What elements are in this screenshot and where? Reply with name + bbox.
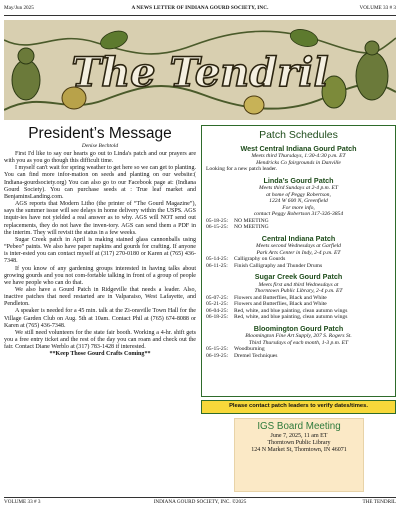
patch-detail: Meets third Thursdays, 1:30-4:30 p.m. ET (251, 153, 346, 160)
gourd-icon (12, 60, 40, 100)
patch-detail: Thorntown Public Library, 2-4 p.m. ET (254, 288, 343, 295)
meeting-date: 06-11-25: (206, 262, 228, 269)
article-byline: Denise Bechtold (81, 143, 119, 149)
meeting-date: 05-15-25: (206, 346, 229, 353)
page-header (4, 5, 396, 14)
patch-detail: Park Arts Center in Indy, 2-4 p.m. ET (256, 249, 341, 256)
presidents-message (4, 125, 196, 359)
patch-detail: Meets first and third Wednesdays at (258, 281, 339, 288)
paragraph: First I'd like to say our hearts go out to Linda's patch and our prayers are with you as you go though this difficult time. (4, 151, 196, 165)
header-rule (4, 15, 396, 16)
patch-detail: at home of Peggy Robertson, (266, 191, 331, 198)
article-title: President’s Message (28, 125, 172, 142)
patch-note: Looking for a new patch leader. (206, 166, 278, 173)
paragraph: Sugar Creek patch in April is making stained glass cannonballs using “Pebeo” paints. We also have paper napkins and gourds for crafting. If anyone is inter-ested you can contact myself at (317) 270-0180 or Karen at (765) 436-7348. (4, 236, 196, 265)
meeting-date: 05-21-25: (206, 301, 229, 308)
paragraph: AGS reports that Modern Litho (the printer of “The Gourd Magazine”), says the summer issue will see delays in home delivery within the USPS. AGS inquir-ies have not yielded a real answer as to why. AGS will NOT send out replacements, they do not have the inven-tory. AGS can send them a PDF in the interim. They will revisit the status in a few weeks. (4, 201, 196, 236)
meeting-date: 05-18-25: (206, 217, 229, 224)
gourd-icon (244, 96, 264, 114)
patch-schedules-box (201, 125, 396, 397)
meeting-row (206, 353, 391, 360)
gourd-icon (18, 48, 34, 64)
meeting-topic: NO MEETING (234, 217, 269, 224)
meeting-topic: Calligraphy on Gourds (234, 256, 286, 263)
footer-title: THE TENDRIL (362, 499, 396, 505)
patch-name: Sugar Creek Gourd Patch (254, 272, 343, 282)
paragraph: We still need volunteers for the state fair booth. Working a 4-hr. shift gets you a free entry ticket and the rest of the day you can roam and check out the fair. Contact Diane Werblo at (317) 783-1428 if interested. (4, 329, 196, 351)
meeting-topic: Red, white, and blue painting, clean autumn wings (234, 314, 348, 321)
meeting-date: 06-19-25: (206, 352, 229, 359)
meeting-topic: Red, white, and blue painting, clean autumn wings (234, 307, 348, 314)
meeting-date: 05-07-25: (206, 294, 229, 301)
paragraph: I myself can't wait for spring weather to get here so we can get to planting. You can find more infor-mation on seeds and planting on our website:( Indiana-gourdsociety.org) You can also go to our Facebook page at: (Indiana Gourd Society). You can purchase seeds at : True leaf market and BenjaminsLanding.com. (4, 165, 196, 200)
meeting-topic: Flowers and Butterflies, Black and White (234, 301, 327, 308)
patch-name: Central Indiana Patch (261, 233, 336, 243)
patch-detail: contact Peggy Robertson 317-326-3854 (253, 211, 344, 218)
masthead-title: The Tendril (71, 49, 329, 96)
verify-dates-notice: Please contact patch leaders to verify dates/times. (201, 400, 396, 414)
footer-rule (4, 497, 396, 498)
board-meeting-venue: Thorntown Public Library (267, 439, 331, 446)
meeting-row (206, 263, 391, 270)
meeting-date: 06-18-25: (206, 314, 229, 321)
board-meeting-box (234, 418, 364, 492)
page-footer (4, 499, 396, 508)
patch-name: Linda’s Gourd Patch (263, 175, 334, 185)
gourd-icon (365, 41, 379, 55)
patch-name: West Central Indiana Gourd Patch (240, 144, 357, 153)
meeting-row (206, 224, 391, 231)
meeting-topic: Woodburning (234, 346, 265, 353)
issue-volume: VOLUME 33 # 3 (359, 5, 396, 11)
meeting-date: 06-04-25: (206, 307, 229, 314)
article-body (4, 151, 196, 359)
masthead-banner (4, 20, 396, 120)
meeting-topic: Dremel Techniques (234, 352, 278, 359)
closing-line: **Keep Those Gourd Crafts Coming** (49, 351, 151, 358)
paragraph: We also have a Gourd Patch in Ridgeville that needs a leader. Also, inactive patches that need restarted are in Valparaiso, West Lafayette, and Pendleton. (4, 286, 196, 308)
patch-section-sugar-creek (206, 273, 391, 320)
patch-detail: Bloomington Fine Art Supply, 207 S. Rogers St. (245, 333, 352, 340)
patch-schedules-title: Patch Schedules (259, 129, 338, 141)
patch-detail: For more info, (282, 204, 315, 211)
patch-detail: 1224 W 600 N, Greenfield (269, 198, 328, 205)
gourd-icon (356, 52, 388, 100)
footer-copyright: INDIANA GOURD SOCIETY, INC. ©2025 (153, 499, 247, 505)
meeting-row (206, 314, 391, 321)
patch-section-west-central (206, 145, 391, 173)
patch-detail: Meets third Sundays at 2-4 p.m. ET (258, 185, 339, 192)
issue-date: May/Jun 2025 (4, 5, 34, 11)
patch-detail: Third Thursdays of each month, 1-3 p.m. ET (248, 339, 349, 346)
board-meeting-title: IGS Board Meeting (257, 421, 341, 432)
patch-name: Bloomington Gourd Patch (253, 323, 344, 333)
meeting-topic: Finish Calligraphy and Thunder Drums (234, 262, 323, 269)
meeting-date: 06-15-25: (206, 224, 229, 231)
patch-section-lindas (206, 177, 391, 231)
meeting-date: 05-14-25: (206, 256, 229, 263)
newsletter-publisher: A NEWS LETTER OF INDIANA GOURD SOCIETY, INC. (131, 5, 269, 11)
board-meeting-date: June 7, 2025, 11 am ET (270, 432, 328, 439)
patch-section-bloomington (206, 325, 391, 359)
meeting-topic: NO MEETING (234, 224, 269, 231)
paragraph: A speaker is needed for a 45 min. talk at the Zi-onsville Town Hall for the Village Garden Club on Aug. 5th at 10am. Contact Phil at (765) 674-8088 or Karen at (765) 436-7348. (4, 308, 196, 329)
masthead-illustration (4, 20, 396, 120)
paragraph: If you know of any gardening groups interested in having talks about growing gourds and you not com-fortable talking in front of a group of people we have people who can do that. (4, 265, 196, 286)
board-meeting-address: 124 N Market St, Thorntown, IN 46071 (251, 446, 347, 453)
footer-volume: VOLUME 33 # 3 (4, 499, 41, 505)
patch-detail: Meets second Wednesdays at Garfield (256, 243, 341, 250)
meeting-topic: Flowers and Butterflies, Black and White (234, 294, 327, 301)
patch-detail: Hendricks Co fairgrounds in Danville (256, 159, 341, 166)
patch-section-central (206, 235, 391, 269)
